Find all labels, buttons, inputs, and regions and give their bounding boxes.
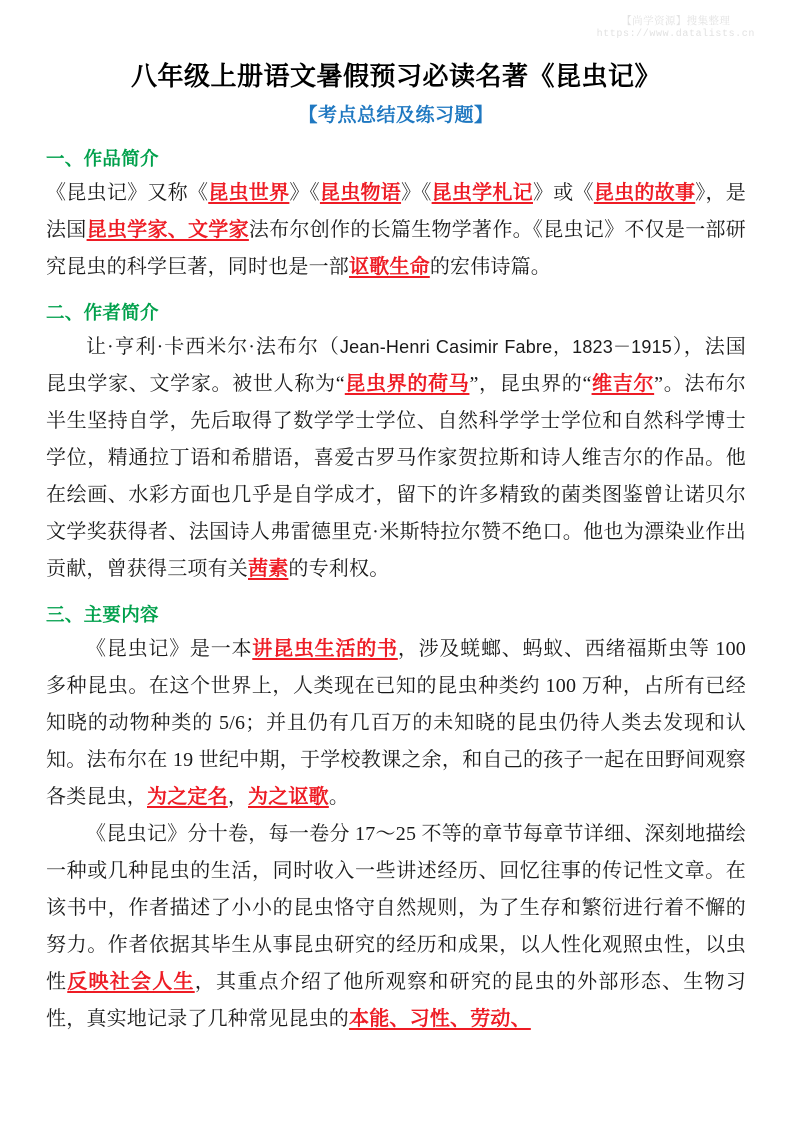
document-content xyxy=(46,0,746,1038)
body-text: 的专利权。 xyxy=(288,558,390,580)
section-heading-1: 一、作品简介 xyxy=(46,148,159,169)
body-text: 。 xyxy=(328,786,350,808)
paragraph xyxy=(46,173,746,286)
body-text: ，其重点介绍了他所观察和研究的昆虫的外部形态、生物习性，真实地记录了几种常见昆虫的 xyxy=(46,971,747,1030)
body-text: Jean-Henri Casimir Fabre，1823－1915 xyxy=(339,337,673,357)
body-text: 让·亨利·卡西米尔·法布尔（ xyxy=(86,336,340,358)
document-subtitle: 【考点总结及练习题】 xyxy=(298,105,494,126)
body-text: 》或《 xyxy=(533,182,594,204)
emphasis-text: 为之定名 xyxy=(147,786,228,808)
emphasis-text: 昆虫物语 xyxy=(319,182,402,204)
emphasis-text: 昆虫学札记 xyxy=(431,182,533,204)
emphasis-text: 讴歌生命 xyxy=(349,256,430,278)
emphasis-text: 昆虫的故事 xyxy=(593,182,696,204)
section-heading-2: 二、作者简介 xyxy=(46,302,159,323)
body-text: ，涉及蜣螂、蚂蚁、西绪福斯虫等 100 多种昆虫。在这个世界上，人类现在已知的昆虫种类约 100 万种，占所有已经知晓的动物种类的 5/6；并且仍有几百万的未知晓的昆虫仍待人类去发现和认知。法布尔在 19 世纪中期，于学校教课之余，和自己的孩子一起在田野间观察各类昆虫， xyxy=(46,638,746,808)
emphasis-text: 讲昆虫生活的书 xyxy=(252,638,398,660)
watermark-source-label: 【尚学资源】搜集整理 xyxy=(621,15,731,27)
section-heading-3: 三、主要内容 xyxy=(46,604,159,625)
paragraph xyxy=(46,327,746,588)
body-text: 》《 xyxy=(401,182,432,204)
watermark-url: https://www.datalists.cn xyxy=(596,29,755,40)
emphasis-text: 本能、习性、劳动、 xyxy=(349,1008,531,1030)
body-text: 《昆虫记》又称《 xyxy=(46,182,209,204)
body-text: 《昆虫记》分十卷，每一卷分 17～25 不等的章节每章节详细、深刻地描绘一种或几种昆虫的生活，同时收入一些讲述经历、回忆往事的传记性文章。在该书中，作者描述了小小的昆虫恪守自然规则，为了生存和繁衍进行着不懈的努力。作者依据其毕生从事昆虫研究的经历和成果，以人性化观照虫性，以虫性 xyxy=(46,823,746,993)
body-text: ”。法布尔半生坚持自学，先后取得了数学学士学位、自然科学学士学位和自然科学博士学位，精通拉丁语和希腊语，喜爱古罗马作家贺拉斯和诗人维吉尔的作品。他在绘画、水彩方面也几乎是自学成才，留下的许多精致的菌类图鉴曾让诺贝尔文学奖获得者、法国诗人弗雷德里克·米斯特拉尔赞不绝口。他也为漂染业作出贡献，曾获得三项有关 xyxy=(46,373,746,580)
document-title: 八年级上册语文暑假预习必读名著《昆虫记》 xyxy=(130,61,661,91)
body-text: ”，昆虫界的“ xyxy=(469,373,592,395)
sections-container xyxy=(46,129,746,1038)
body-text: 《昆虫记》是一本 xyxy=(86,638,253,660)
emphasis-text: 反映社会人生 xyxy=(67,971,195,993)
emphasis-text: 茜素 xyxy=(248,558,289,580)
body-text: 法布尔创作的长篇生物学著作。《昆虫记》不仅是一部研究昆虫的科学巨著，同时也是一部 xyxy=(46,219,746,278)
body-text: 》，是法国 xyxy=(46,182,746,241)
emphasis-text: 为之讴歌 xyxy=(248,786,329,808)
emphasis-text: 昆虫界的荷马 xyxy=(344,373,470,395)
body-text: ），法国昆虫学家、文学家。被世人称为“ xyxy=(46,336,746,395)
body-text: 》《 xyxy=(289,182,320,204)
emphasis-text: 昆虫世界 xyxy=(208,182,290,204)
paragraph xyxy=(46,816,746,1038)
emphasis-text: 维吉尔 xyxy=(591,373,655,395)
body-text: ， xyxy=(227,786,249,808)
paragraph xyxy=(46,629,746,816)
body-text: 的宏伟诗篇。 xyxy=(429,256,552,278)
emphasis-text: 昆虫学家、文学家 xyxy=(86,219,249,241)
